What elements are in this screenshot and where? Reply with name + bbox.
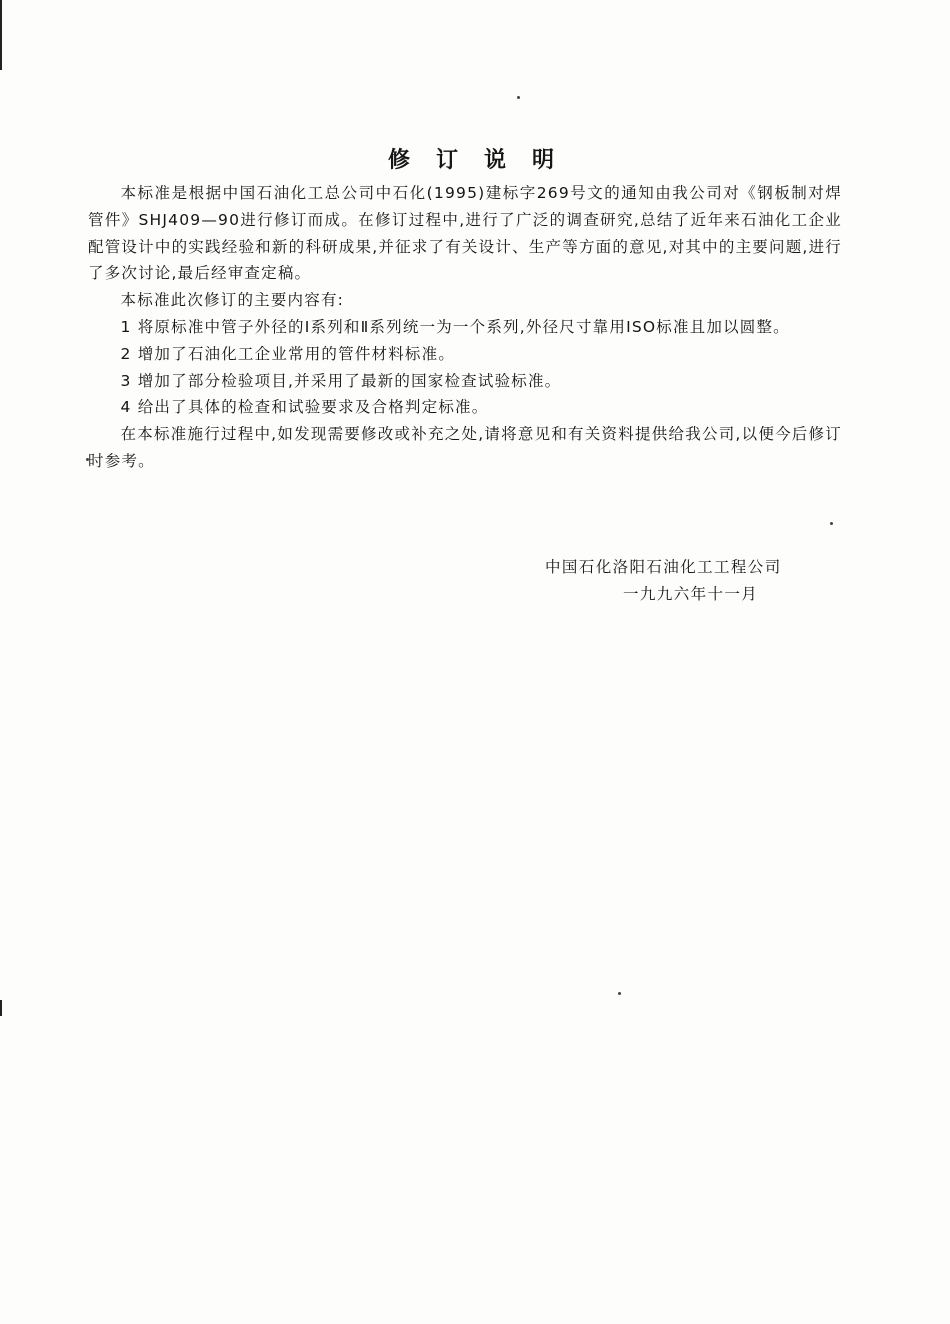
scan-edge-mark-top [0, 0, 2, 70]
scan-speck [618, 992, 621, 995]
signature-date: 一九九六年十一月 [623, 585, 759, 603]
signature-organization: 中国石化洛阳石油化工工程公司 [545, 558, 782, 576]
document-body [88, 180, 842, 475]
revision-item-2: 2 增加了石油化工企业常用的管件材料标准。 [120, 344, 456, 363]
contents-heading: 本标准此次修订的主要内容有: [120, 291, 345, 310]
revision-item-4: 4 给出了具体的检查和试验要求及合格判定标准。 [120, 398, 489, 417]
scan-speck [830, 522, 833, 525]
intro-paragraph: 本标准是根据中国石油化工总公司中石化(1995)建标字269号文的通知由我公司对《钢板制对焊管件》SHJ409—90进行修订而成。在修订过程中,进行了广泛的调查研究,总结了近年来石油化工企业配管设计中的实践经验和新的科研成果,并征求了有关设计、生产等方面的意见,对其中的主要问题,进行了多次讨论,最后经审查定稿。 [88, 184, 842, 283]
closing-paragraph: 在本标准施行过程中,如发现需要修改或补充之处,请将意见和有关资料提供给我公司,以便今后修订时参考。 [88, 425, 842, 470]
scan-edge-mark-bottom [0, 1000, 2, 1016]
revision-item-3: 3 增加了部分检验项目,并采用了最新的国家检查试验标准。 [120, 371, 562, 390]
revision-item-1: 1 将原标准中管子外径的Ⅰ系列和Ⅱ系列统一为一个系列,外径尺寸靠用ISO标准且加以圆整。 [120, 317, 790, 336]
page-title: 修订说明 [387, 147, 580, 173]
signature-block [545, 554, 782, 608]
scan-speck [517, 96, 520, 99]
